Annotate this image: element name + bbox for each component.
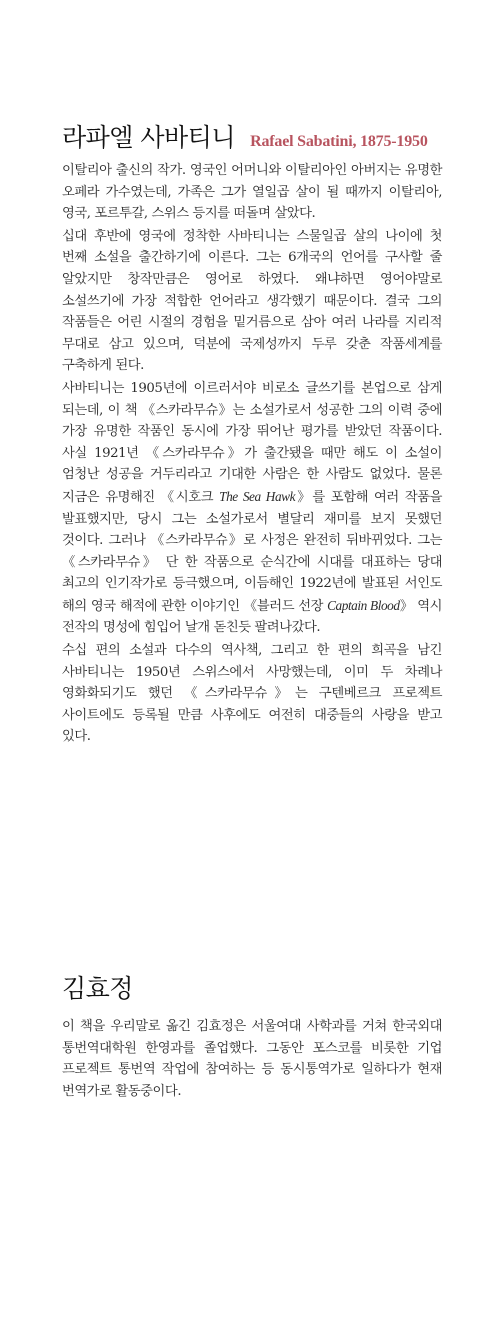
text-run: 십대 후반에 영국에 정착한 사바티니는 스물일곱 살의 나이에 첫 번째 소설을 출간하기에 이른다. 그는 6개국의 언어를 구사할 줄 알았지만 창작만큼은 영어로 하였다. 왜냐하면 영어야말로 소설쓰기에 가장 적합한 언어라고 생각했기 때문이다. 결국 그의 작품들은 어린 시절의 경험을 밑거름으로 삼아 여러 나라를 지리적 무대로 삼고 있으며, 덕분에 국제성까지 두루 갖춘 작품세계를 구축하게 된다. xyxy=(62,228,442,374)
translator-bio-body xyxy=(62,1016,442,1102)
book-title-captain-blood: Captain Blood xyxy=(327,597,400,613)
text-run: 수십 편의 소설과 다수의 역사책, 그리고 한 편의 희곡을 남긴 사바티니는 1950년 스위스에서 사망했는데, 이미 두 차례나 영화화되기도 했던 《스카라무슈》는 구텐베르크 프로젝트 사이트에도 등록될 만큼 사후에도 여전히 대중들의 사랑을 받고 있다. xyxy=(62,643,442,745)
author-bio-paragraph xyxy=(62,378,442,639)
text-run: 》 역시 전작의 명성에 힘입어 날개 돋친듯 팔려나갔다. xyxy=(62,598,442,636)
author-bio-paragraph xyxy=(62,160,442,225)
author-bio-paragraph xyxy=(62,226,442,377)
author-bio-section xyxy=(62,118,442,749)
book-title-the-sea-hawk: The Sea Hawk xyxy=(219,488,296,504)
text-run: 이탈리아 출신의 작가. 영국인 어머니와 이탈리아인 아버지는 유명한 오페라 가수였는데, 가족은 그가 열일곱 살이 될 때까지 이탈리아, 영국, 포르투갈, 스위스 등지를 떠돌며 살았다. xyxy=(62,163,442,222)
author-bio-paragraph xyxy=(62,640,442,748)
translator-bio-paragraph xyxy=(62,1016,442,1102)
author-heading xyxy=(62,118,442,152)
text-run: 사바티니는 1905년에 이르러서야 비로소 글쓰기를 본업으로 삼게 되는데, 이 책 《스카라무슈》는 소설가로서 성공한 그의 이력 중에 가장 유명한 작품인 동시에 가장 뛰어난 평가를 받았던 작품이다. 사실 1921년 《스카라무슈》가 출간됐을 때만 해도 이 소설이 엄청난 성공을 거두리라고 기대한 사람은 한 사람도 없었다. 물론 지금은 유명해진 《시호크 xyxy=(62,380,442,505)
author-bio-body xyxy=(62,160,442,748)
translator-bio-section xyxy=(62,972,442,1103)
text-run: 이 책을 우리말로 옮긴 김효정은 서울여대 사학과를 거쳐 한국외대 통번역대학원 한영과를 졸업했다. 그동안 포스코를 비롯한 기업 프로젝트 통번역 작업에 참여하는 등 동시통역가로 일하다가 현재 번역가로 활동중이다. xyxy=(62,1019,442,1099)
author-name-english: Rafael Sabatini, 1875-1950 xyxy=(250,133,428,150)
text-run: 》를 포함해 여러 작품을 발표했지만, 당시 그는 소설가로서 별달리 재미를 보지 못했던 것이다. 그러나 《스카라무슈》로 사정은 완전히 뒤바뀌었다. 그는 《스카라무슈》 단 한 작품으로 순식간에 시대를 대표하는 당대 최고의 인기작가로 등극했으며, 이듬해인 1922년에 발표된 서인도 해의 영국 해적에 관한 이야기인 《블러드 선장 xyxy=(62,489,443,614)
author-name-korean: 라파엘 사바티니 xyxy=(62,123,235,152)
translator-name: 김효정 xyxy=(62,974,133,1003)
